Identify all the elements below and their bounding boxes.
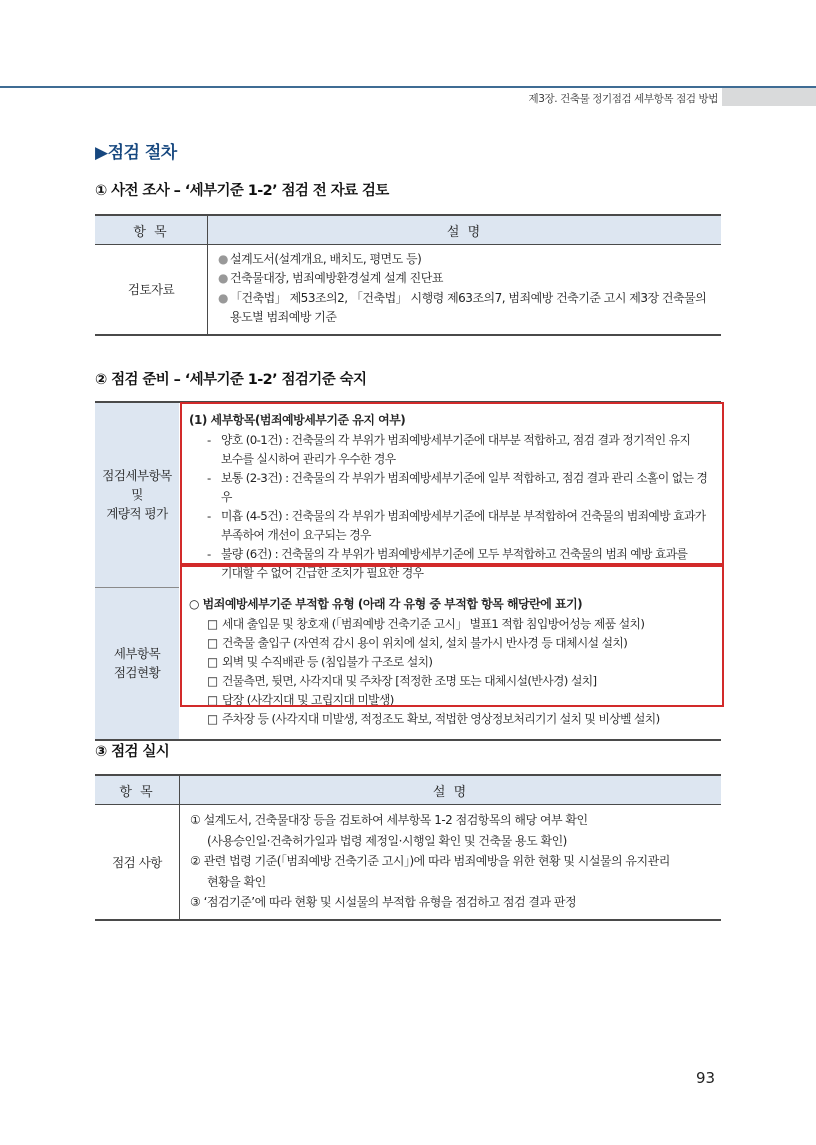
- grade-item: - 불량 (6건) : 건축물의 각 부위가 범죄예방세부기준에 모두 부적합하고 건축물의 범죄 예방 효과를: [207, 547, 688, 561]
- bullet-dot-icon: ●: [218, 271, 228, 286]
- checklist-item: □ 세대 출입문 및 창호재 (「범죄예방 건축기준 고시」 별표1 적합 침입방어성능 제품 설치): [189, 615, 713, 634]
- bullet-dot-icon: ●: [218, 290, 228, 305]
- header-tab-block: [722, 88, 816, 106]
- row2-label: 세부항목 점검현황: [95, 587, 179, 740]
- col-item-header: 항 목: [95, 215, 208, 245]
- empty-checkbox-icon: □: [207, 693, 218, 707]
- list-item: ③ ‘점검기준’에 따라 현황 및 시설물의 부적합 유형을 점검하고 점검 결과 판정: [190, 895, 577, 909]
- step1-heading: ① 사전 조사 – ‘세부기준 1-2’ 점검 전 자료 검토: [95, 183, 389, 199]
- empty-checkbox-icon: □: [207, 674, 218, 688]
- list-item-continuation: 현황을 확인: [207, 874, 266, 889]
- checklist-item: □ 건물측면, 뒷면, 사각지대 및 주차장 [적정한 조명 또는 대체시설(반사경) 설치]: [189, 672, 713, 691]
- empty-checkbox-icon: □: [207, 655, 218, 669]
- empty-checkbox-icon: □: [207, 636, 218, 650]
- checklist-item: □ 담장 (사각지대 및 고립지대 미발생): [189, 691, 713, 710]
- section-title-text: 점검 절차: [107, 143, 177, 163]
- col-desc-header: 설 명: [180, 775, 722, 805]
- review-table: [95, 214, 721, 336]
- grade-item: - 미흡 (4-5건) : 건축물의 각 부위가 범죄예방세부기준에 대부분 부적합하여 건축물의 범죄예방 효과가: [207, 509, 706, 523]
- grade-item-continuation: 기대할 수 없어 긴급한 조치가 필요한 경우: [221, 566, 424, 580]
- highlight-box-grades: [180, 402, 724, 565]
- grade-item-continuation: 보수를 실시하여 관리가 우수한 경우: [221, 452, 396, 466]
- row1-title: (1) 세부항목(범죄예방세부기준 유지 여부): [189, 413, 406, 427]
- row-label: 점검 사항: [95, 805, 180, 920]
- empty-checkbox-icon: □: [207, 712, 218, 726]
- list-item-continuation: 용도별 범죄예방 기준: [230, 310, 337, 325]
- grade-item: - 보통 (2-3건) : 건축물의 각 부위가 범죄예방세부기준에 일부 적합하고, 점검 결과 관리 소홀이 없는 경우: [207, 471, 708, 504]
- checklist-item: □ 건축물 출입구 (자연적 감시 용이 위치에 설치, 설치 불가시 반사경 등 대체시설 설치): [189, 634, 713, 653]
- bullet-dot-icon: ●: [218, 252, 228, 266]
- list-item: ● 「건축법」 제53조의2, 「건축법」 시행령 제63조의7, 범죄예방 건축기준 고시 제3장 건축물의: [218, 289, 713, 308]
- list-item: ● 설계도서(설계개요, 배치도, 평면도 등): [218, 250, 713, 269]
- col-desc-header: 설 명: [208, 215, 722, 245]
- step2-heading: ② 점검 준비 – ‘세부기준 1-2’ 점검기준 숙지: [95, 372, 367, 388]
- step3-heading: ③ 점검 실시: [95, 744, 170, 760]
- grade-item-continuation: 부족하여 개선이 요구되는 경우: [221, 528, 371, 542]
- row-label: 검토자료: [95, 245, 208, 335]
- highlight-box-checklist: [180, 565, 724, 707]
- row2-title: ○ 범죄예방세부기준 부적합 유형 (아래 각 유형 중 부적합 항목 해당란에 표기): [189, 597, 583, 611]
- checklist-item: □ 주차장 등 (사각지대 미발생, 적정조도 확보, 적법한 영상정보처리기기 설치 및 비상벨 설치): [189, 710, 713, 729]
- list-item: ① 설계도서, 건축물대장 등을 검토하여 세부항목 1-2 점검항목의 해당 여부 확인: [190, 813, 588, 827]
- list-item-continuation: (사용승인일·건축허가일과 법령 제정일·시행일 확인 및 건축물 용도 확인): [207, 833, 567, 848]
- page-number: 93: [696, 1069, 716, 1087]
- row1-label: 점검세부항목 및 계량적 평가: [95, 402, 179, 587]
- col-item-header: 항 목: [95, 775, 180, 805]
- header-rule: [0, 86, 816, 88]
- grade-item: - 양호 (0-1건) : 건축물의 각 부위가 범죄예방세부기준에 대부분 적합하고, 점검 결과 정기적인 유지: [207, 433, 691, 447]
- list-item: ● 건축물대장, 범죄예방환경설계 설계 진단표: [218, 269, 713, 288]
- empty-checkbox-icon: □: [207, 617, 218, 631]
- triangle-right-icon: ▶: [95, 143, 108, 163]
- inspection-table: [95, 774, 721, 921]
- section-title: [95, 138, 177, 163]
- chapter-title: 제3장. 건축물 정기점검 세부항목 점검 방법: [528, 93, 718, 105]
- list-item: ② 관련 법령 기준(「범죄예방 건축기준 고시」)에 따라 범죄예방을 위한 현황 및 시설물의 유지관리: [190, 854, 670, 868]
- checklist-item: □ 외벽 및 수직배관 등 (침입불가 구조로 설치): [189, 653, 713, 672]
- circle-bullet-icon: ○: [189, 597, 203, 611]
